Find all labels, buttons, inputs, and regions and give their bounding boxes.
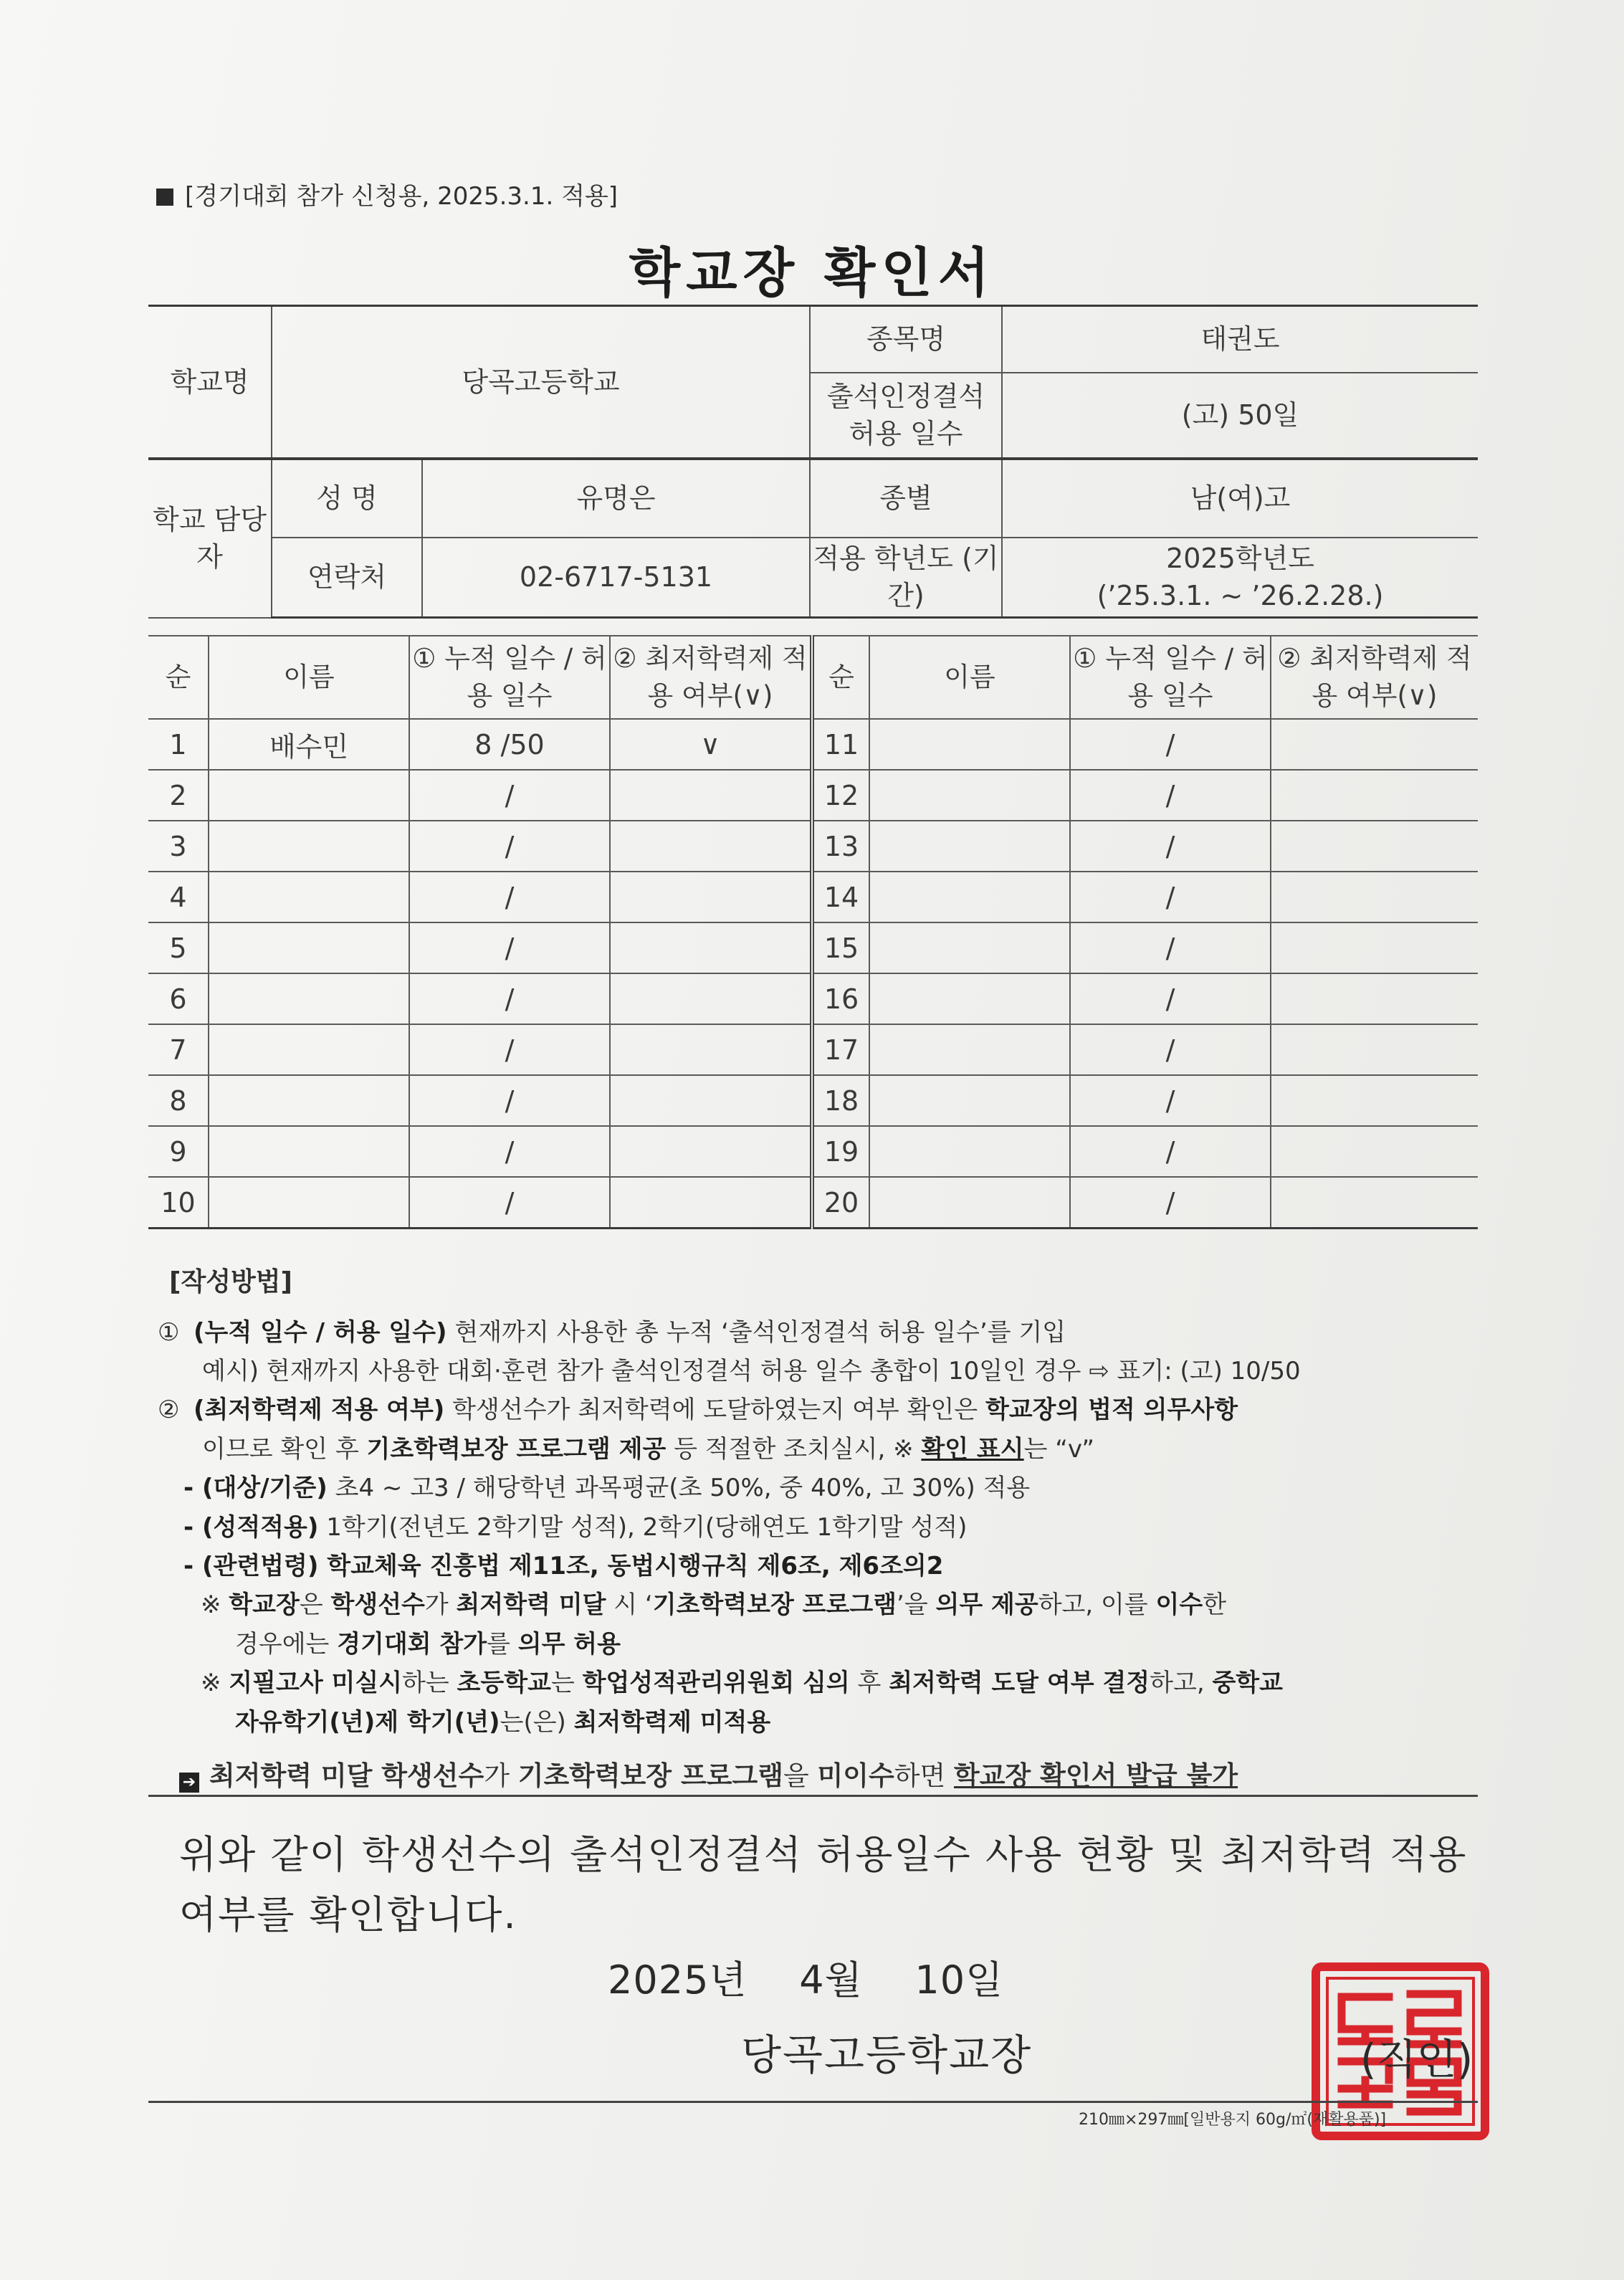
row-number: 6 bbox=[148, 973, 209, 1024]
student-name-right bbox=[869, 922, 1070, 973]
allowance-label: 출석인정결석 허용 일수 bbox=[810, 373, 1002, 459]
header-note-text: [경기대회 참가 신청용, 2025.3.1. 적용] bbox=[185, 182, 618, 211]
issue-date: 2025년 4월 10일 bbox=[608, 1957, 1004, 2003]
header-name-right: 이름 bbox=[869, 636, 1070, 719]
min-achievement-check bbox=[610, 770, 812, 821]
row-number-right: 11 bbox=[812, 719, 869, 770]
min-achievement-check bbox=[610, 872, 812, 922]
attendance-days: / bbox=[409, 1024, 610, 1075]
instruction-line: 자유학기(년)제 학기(년)는(은) 최저학력제 미적용 bbox=[235, 1707, 771, 1737]
min-achievement-check bbox=[610, 1024, 812, 1075]
student-name bbox=[209, 922, 409, 973]
attendance-days: / bbox=[409, 821, 610, 872]
student-name bbox=[209, 872, 409, 922]
instruction-line: 예시) 현재까지 사용한 대회·훈련 참가 출석인정결석 허용 일수 총합이 10일인 경우 ⇨ 표기: (고) 10/50 bbox=[202, 1356, 1301, 1385]
instructions-title: [작성방법] bbox=[169, 1267, 293, 1297]
table-row bbox=[148, 1177, 1478, 1229]
student-name-right bbox=[869, 1177, 1070, 1229]
sport-label: 종목명 bbox=[810, 306, 1002, 373]
table-row bbox=[148, 872, 1478, 922]
attendance-days: / bbox=[409, 1126, 610, 1177]
name-value: 유명은 bbox=[422, 459, 810, 538]
year-label: 적용 학년도 (기간) bbox=[810, 538, 1002, 618]
student-name-right bbox=[869, 1126, 1070, 1177]
type-value: 남(여)고 bbox=[1002, 459, 1478, 538]
attendance-days: / bbox=[409, 922, 610, 973]
attendance-days: / bbox=[409, 973, 610, 1024]
document-title: 학교장 확인서 bbox=[629, 242, 995, 304]
student-name-right bbox=[869, 821, 1070, 872]
min-achievement-check bbox=[610, 1126, 812, 1177]
instruction-line: ※ 지필고사 미실시하는 초등학교는 학업성적관리위원회 심의 후 최저학력 도달 여부 결정하고, 중학교 bbox=[201, 1669, 1283, 1698]
student-name-right bbox=[869, 770, 1070, 821]
min-achievement-check-right bbox=[1271, 1024, 1478, 1075]
row-number: 9 bbox=[148, 1126, 209, 1177]
row-number-right: 12 bbox=[812, 770, 869, 821]
attendance-days-right: / bbox=[1070, 719, 1271, 770]
min-achievement-check-right bbox=[1271, 973, 1478, 1024]
attendance-days-right: / bbox=[1070, 821, 1271, 872]
confirmation-statement: 위와 같이 학생선수의 출석인정결석 허용일수 사용 현황 및 최저학력 적용 여부를 확인합니다. bbox=[179, 1832, 1468, 1937]
student-name-right bbox=[869, 1075, 1070, 1126]
student-table bbox=[148, 635, 1478, 1229]
seal-label: (직인) bbox=[1360, 2035, 1473, 2084]
min-achievement-check-right bbox=[1271, 922, 1478, 973]
header-note bbox=[156, 176, 618, 211]
min-achievement-check bbox=[610, 922, 812, 973]
instruction-line: ① (누적 일수 / 허용 일수) 현재까지 사용한 총 누적 ‘출석인정결석 허용 일수’를 기입 bbox=[158, 1317, 1066, 1347]
min-achievement-check bbox=[610, 1177, 812, 1229]
row-number: 1 bbox=[148, 719, 209, 770]
final-note: ➔ 최저학력 미달 학생선수가 기초학력보장 프로그램을 미이수하면 학교장 확인서 발급 불가 bbox=[158, 1755, 1476, 1797]
student-name-right bbox=[869, 1024, 1070, 1075]
header-no-right: 순 bbox=[812, 636, 869, 719]
header-name: 이름 bbox=[209, 636, 409, 719]
year-value-cell bbox=[1002, 538, 1478, 618]
table-row bbox=[148, 821, 1478, 872]
row-number-right: 18 bbox=[812, 1075, 869, 1126]
row-number-right: 19 bbox=[812, 1126, 869, 1177]
row-number-right: 13 bbox=[812, 821, 869, 872]
signer-name: 당곡고등학교장 bbox=[741, 2031, 1033, 2079]
min-achievement-check bbox=[610, 821, 812, 872]
school-label: 학교명 bbox=[148, 306, 272, 459]
student-name bbox=[209, 1024, 409, 1075]
phone-value: 02-6717-5131 bbox=[422, 538, 810, 618]
instruction-line: - (성적적용) 1학기(전년도 2학기말 성적), 2학기(당해연도 1학기말 성적) bbox=[183, 1512, 968, 1542]
instructions-section bbox=[158, 1261, 1476, 1797]
min-achievement-check: ∨ bbox=[610, 719, 812, 770]
table-row bbox=[148, 922, 1478, 973]
instruction-line: 이므로 확인 후 기초학력보장 프로그램 제공 등 적절한 조치실시, ※ 확인 표시는 “v” bbox=[202, 1434, 1095, 1464]
row-number: 5 bbox=[148, 922, 209, 973]
student-name: 배수민 bbox=[209, 719, 409, 770]
table-row bbox=[148, 973, 1478, 1024]
year-value: 2025학년도 bbox=[1166, 542, 1314, 574]
table-row bbox=[148, 719, 1478, 770]
student-name-right bbox=[869, 973, 1070, 1024]
min-achievement-check bbox=[610, 973, 812, 1024]
instruction-line: ② (최저학력제 적용 여부) 학생선수가 최저학력에 도달하였는지 여부 확인은 학교장의 법적 의무사항 bbox=[158, 1396, 1238, 1425]
row-number: 8 bbox=[148, 1075, 209, 1126]
student-name bbox=[209, 770, 409, 821]
student-name bbox=[209, 1177, 409, 1229]
min-achievement-check-right bbox=[1271, 770, 1478, 821]
min-achievement-check-right bbox=[1271, 821, 1478, 872]
attendance-days: 8 /50 bbox=[409, 719, 610, 770]
instruction-line: - (대상/기준) 초4 ~ 고3 / 해당학년 과목평균(초 50%, 중 40%, 고 30%) 적용 bbox=[183, 1474, 1031, 1503]
student-name bbox=[209, 1126, 409, 1177]
min-achievement-check bbox=[610, 1075, 812, 1126]
row-number-right: 20 bbox=[812, 1177, 869, 1229]
attendance-days: / bbox=[409, 1075, 610, 1126]
min-achievement-check-right bbox=[1271, 1126, 1478, 1177]
row-number: 7 bbox=[148, 1024, 209, 1075]
square-bullet-icon bbox=[156, 189, 173, 206]
attendance-days-right: / bbox=[1070, 973, 1271, 1024]
attendance-days-right: / bbox=[1070, 1024, 1271, 1075]
row-number: 4 bbox=[148, 872, 209, 922]
name-label: 성 명 bbox=[272, 459, 422, 538]
table-header-row bbox=[148, 636, 1478, 719]
header-min-right: ② 최저학력제 적용 여부(∨) bbox=[1271, 636, 1478, 719]
arrow-box-icon: ➔ bbox=[179, 1773, 199, 1793]
row-number-right: 16 bbox=[812, 973, 869, 1024]
min-achievement-check-right bbox=[1271, 872, 1478, 922]
info-table bbox=[148, 305, 1478, 619]
header-no: 순 bbox=[148, 636, 209, 719]
table-row bbox=[148, 1075, 1478, 1126]
instruction-line: 경우에는 경기대회 참가를 의무 허용 bbox=[235, 1629, 621, 1659]
student-name bbox=[209, 1075, 409, 1126]
row-number: 3 bbox=[148, 821, 209, 872]
student-name bbox=[209, 973, 409, 1024]
min-achievement-check-right bbox=[1271, 719, 1478, 770]
instruction-line: ※ 학교장은 학생선수가 최저학력 미달 시 ‘기초학력보장 프로그램’을 의무 제공하고, 이를 이수한 bbox=[201, 1590, 1227, 1620]
contact-group-label: 학교 담당자 bbox=[148, 459, 272, 618]
sport-value: 태권도 bbox=[1002, 306, 1478, 373]
min-achievement-check-right bbox=[1271, 1177, 1478, 1229]
school-name: 당곡고등학교 bbox=[272, 306, 810, 459]
student-name bbox=[209, 821, 409, 872]
row-number: 10 bbox=[148, 1177, 209, 1229]
type-label: 종별 bbox=[810, 459, 1002, 538]
header-days-right: ① 누적 일수 / 허용 일수 bbox=[1070, 636, 1271, 719]
allowance-value: (고) 50일 bbox=[1002, 373, 1478, 459]
attendance-days: / bbox=[409, 872, 610, 922]
student-name-right bbox=[869, 719, 1070, 770]
attendance-days: / bbox=[409, 1177, 610, 1229]
row-number-right: 17 bbox=[812, 1024, 869, 1075]
row-number: 2 bbox=[148, 770, 209, 821]
divider-line bbox=[148, 1795, 1478, 1797]
header-days: ① 누적 일수 / 허용 일수 bbox=[409, 636, 610, 719]
row-number-right: 15 bbox=[812, 922, 869, 973]
attendance-days-right: / bbox=[1070, 1177, 1271, 1229]
attendance-days-right: / bbox=[1070, 1126, 1271, 1177]
attendance-days-right: / bbox=[1070, 872, 1271, 922]
table-row bbox=[148, 1024, 1478, 1075]
student-name-right bbox=[869, 872, 1070, 922]
row-number-right: 14 bbox=[812, 872, 869, 922]
header-min: ② 최저학력제 적용 여부(∨) bbox=[610, 636, 812, 719]
attendance-days-right: / bbox=[1070, 1075, 1271, 1126]
student-table-body bbox=[148, 636, 1478, 1229]
instruction-line: - (관련법령) 학교체육 진흥법 제11조, 동법시행규칙 제6조, 제6조의2 bbox=[183, 1551, 944, 1580]
year-period: (’25.3.1. ~ ’26.2.28.) bbox=[1097, 580, 1384, 612]
phone-label: 연락처 bbox=[272, 538, 422, 618]
min-achievement-check-right bbox=[1271, 1075, 1478, 1126]
attendance-days-right: / bbox=[1070, 770, 1271, 821]
footer-line bbox=[148, 2101, 1478, 2103]
attendance-days: / bbox=[409, 770, 610, 821]
attendance-days-right: / bbox=[1070, 922, 1271, 973]
table-row bbox=[148, 770, 1478, 821]
paper-spec-note: 210㎜×297㎜[일반용지 60g/㎡(재활용품)] bbox=[1079, 2111, 1387, 2129]
table-row bbox=[148, 1126, 1478, 1177]
